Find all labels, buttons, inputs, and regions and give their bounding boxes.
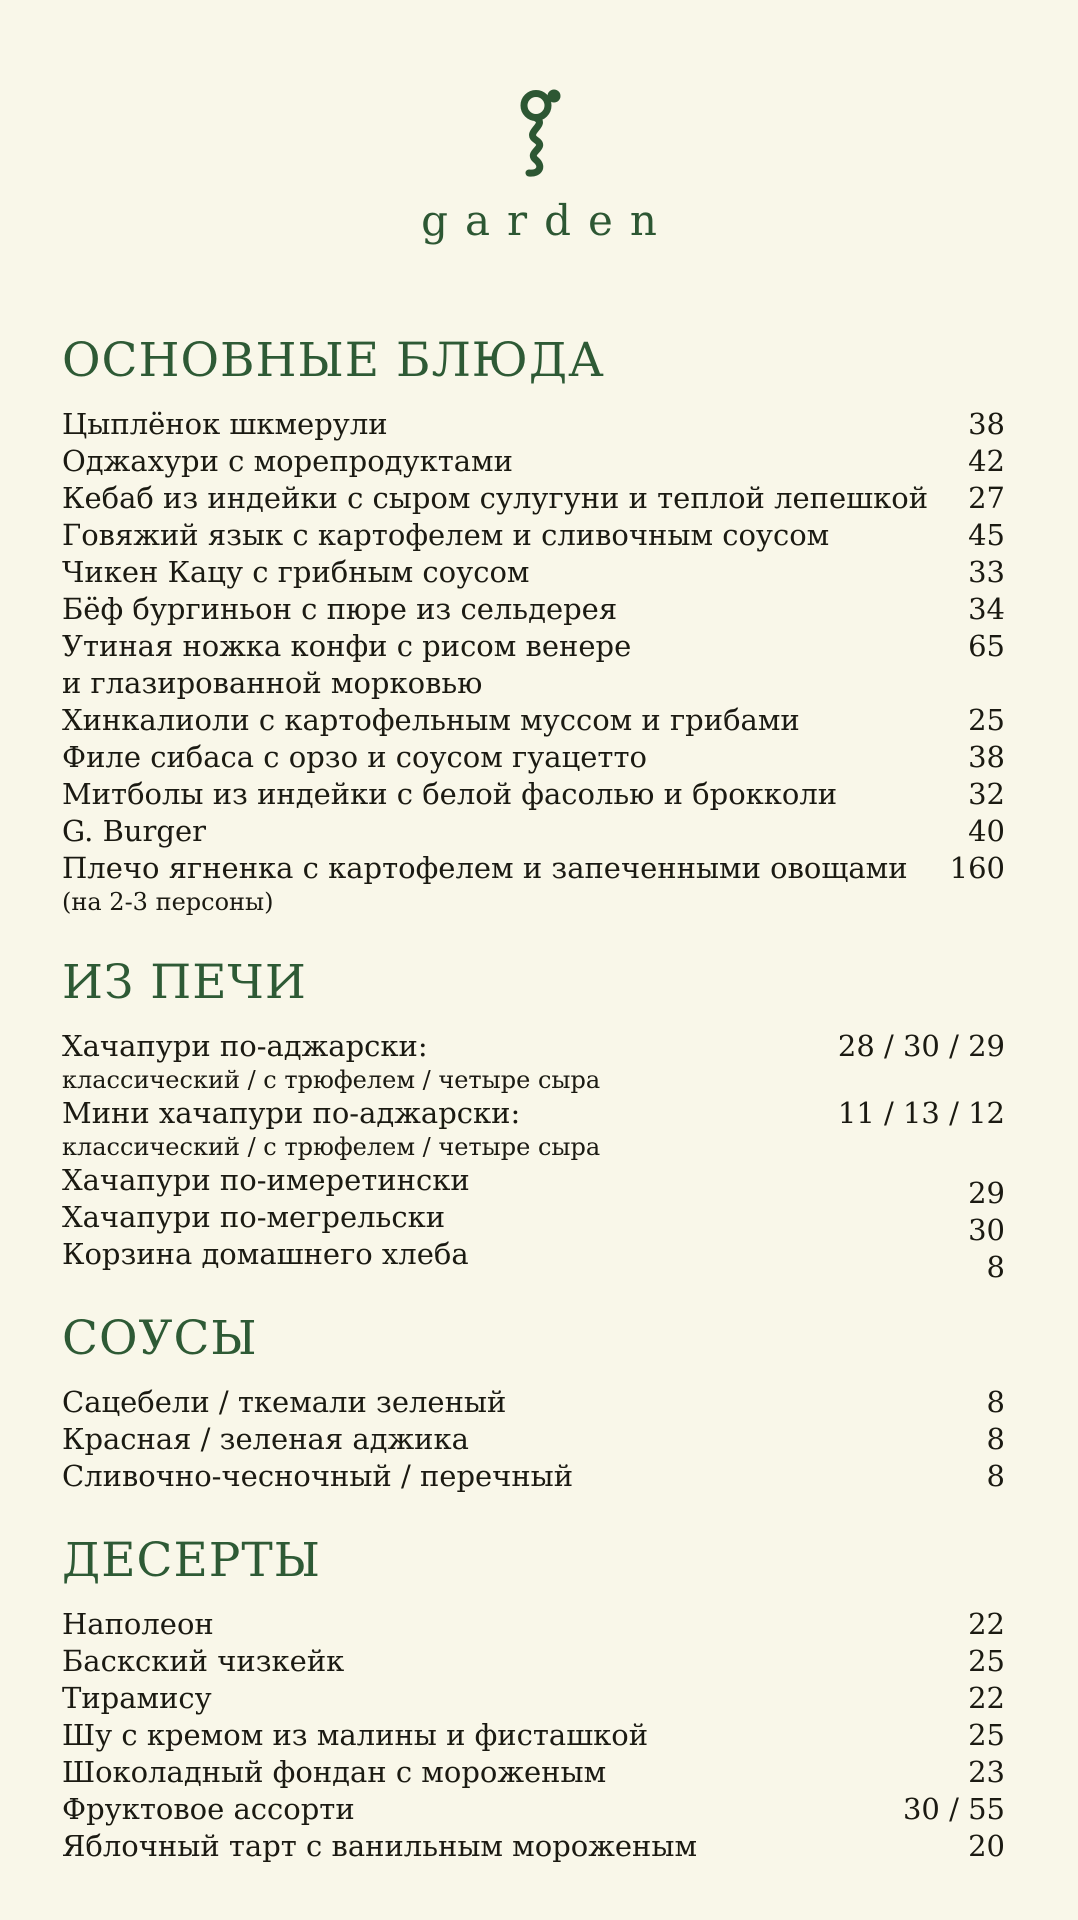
- section-title: ДЕСЕРТЫ: [62, 1533, 322, 1588]
- item-price: 8: [986, 1422, 1005, 1456]
- item-price: 30 / 55: [902, 1792, 1005, 1826]
- item-text: [62, 1162, 968, 1199]
- item-name: Сацебели / ткемали зеленый: [62, 1385, 507, 1419]
- item-price: 8: [986, 1385, 1005, 1419]
- item-text: [62, 1236, 987, 1273]
- item-price: 30: [968, 1213, 1005, 1247]
- item-text: [62, 1680, 968, 1717]
- menu-item-row: [62, 443, 1005, 480]
- item-name: Хачапури по-аджарски:: [62, 1029, 428, 1063]
- item-text: [62, 1606, 968, 1643]
- section-title: ИЗ ПЕЧИ: [62, 955, 307, 1010]
- item-name: Митболы из индейки с белой фасолью и брокколи: [62, 777, 838, 811]
- menu-item-row: [62, 554, 1005, 591]
- item-name: Хачапури по-мегрельски: [62, 1200, 446, 1234]
- item-price: 22: [968, 1607, 1005, 1641]
- restaurant-logo: [0, 0, 1078, 245]
- item-price: 160: [949, 851, 1005, 885]
- item-price: 65: [968, 629, 1005, 663]
- item-name: Шоколадный фондан с мороженым: [62, 1755, 607, 1789]
- menu-item-row: [62, 1791, 1005, 1828]
- menu-item-row: [62, 517, 1005, 554]
- item-price: 38: [968, 407, 1005, 441]
- item-price: 34: [968, 592, 1005, 626]
- item-text: [62, 776, 968, 813]
- section-main-dishes: [62, 333, 1005, 917]
- item-text: [62, 739, 968, 776]
- item-name: Сливочно-чесночный / перечный: [62, 1459, 574, 1493]
- menu-item-row: [62, 1199, 1005, 1247]
- item-name: Тирамису: [62, 1681, 212, 1715]
- item-name: Плечо ягненка с картофелем и запеченными овощами: [62, 851, 908, 885]
- item-name: Хачапури по-имеретински: [62, 1163, 470, 1197]
- menu-sections: [0, 333, 1078, 1865]
- item-name: Говяжий язык с картофелем и сливочным соусом: [62, 518, 830, 552]
- item-name: Корзина домашнего хлеба: [62, 1237, 469, 1271]
- item-text: [62, 517, 968, 554]
- item-text: [62, 1028, 838, 1095]
- item-name: Яблочный тарт с ванильным мороженым: [62, 1829, 698, 1863]
- item-text: [62, 406, 968, 443]
- item-price: 42: [968, 444, 1005, 478]
- item-price: 8: [986, 1459, 1005, 1493]
- item-name: Бёф бургиньон с пюре из сельдерея: [62, 592, 618, 626]
- item-name: Филе сибаса с орзо и соусом гуацетто: [62, 740, 647, 774]
- menu-item-row: [62, 1028, 1005, 1095]
- menu-item-row: [62, 1458, 1005, 1495]
- item-price: 29: [968, 1176, 1005, 1210]
- menu-item-row: [62, 406, 1005, 443]
- item-price: 20: [968, 1829, 1005, 1863]
- item-text: [62, 628, 968, 702]
- item-price: 33: [968, 555, 1005, 589]
- item-text: [62, 1384, 987, 1421]
- menu-item-row: [62, 628, 1005, 702]
- menu-item-row: [62, 1754, 1005, 1791]
- item-text: [62, 443, 968, 480]
- menu-item-row: [62, 591, 1005, 628]
- item-price: 11 / 13 / 12: [837, 1096, 1005, 1130]
- item-name: G. Burger: [62, 814, 207, 848]
- menu-item-row: [62, 1162, 1005, 1210]
- item-text: [62, 1643, 968, 1680]
- item-text: [62, 480, 968, 517]
- section-title: ОСНОВНЫЕ БЛЮДА: [62, 333, 605, 388]
- menu-item-row: [62, 1384, 1005, 1421]
- item-text: [62, 1717, 968, 1754]
- item-text: [62, 1095, 838, 1162]
- item-name: Утиная ножка конфи с рисом венере: [62, 629, 632, 663]
- item-text: [62, 1421, 987, 1458]
- item-name: Оджахури с морепродуктами: [62, 444, 513, 478]
- section-from-the-oven: [62, 955, 1005, 1284]
- item-price: 32: [968, 777, 1005, 811]
- item-name: Наполеон: [62, 1607, 214, 1641]
- item-text: [62, 1754, 968, 1791]
- item-price: 45: [968, 518, 1005, 552]
- item-text: [62, 554, 968, 591]
- item-text: [62, 1458, 987, 1495]
- item-note: классический / с трюфелем / четыре сыра: [62, 1133, 601, 1161]
- menu-item-row: [62, 1717, 1005, 1754]
- item-name: Красная / зеленая аджика: [62, 1422, 469, 1456]
- item-text: [62, 702, 968, 739]
- menu-item-row: [62, 1606, 1005, 1643]
- item-name: Мини хачапури по-аджарски:: [62, 1096, 521, 1130]
- item-name: Чикен Кацу с грибным соусом: [62, 555, 530, 589]
- item-price: 23: [968, 1755, 1005, 1789]
- item-note: классический / с трюфелем / четыре сыра: [62, 1066, 601, 1094]
- menu-item-row: [62, 1236, 1005, 1284]
- item-text: [62, 850, 950, 917]
- item-name: Баскский чизкейк: [62, 1644, 345, 1678]
- menu-item-row: [62, 813, 1005, 850]
- menu-item-row: [62, 1680, 1005, 1717]
- menu-item-row: [62, 776, 1005, 813]
- item-text: [62, 1199, 968, 1236]
- item-name-line2: и глазированной морковью: [62, 666, 483, 700]
- item-text: [62, 591, 968, 628]
- menu-item-row: [62, 1095, 1005, 1162]
- item-text: [62, 1828, 968, 1865]
- item-price: 25: [968, 1718, 1005, 1752]
- item-name: Хинкалиоли с картофельным муссом и грибами: [62, 703, 800, 737]
- menu-item-row: [62, 480, 1005, 517]
- menu-item-row: [62, 1643, 1005, 1680]
- item-name: Кебаб из индейки с сыром сулугуни и теплой лепешкой: [62, 481, 929, 515]
- section-sauces: [62, 1311, 1005, 1495]
- item-price: 22: [968, 1681, 1005, 1715]
- section-title: СОУСЫ: [62, 1311, 258, 1366]
- menu-item-row: [62, 850, 1005, 917]
- logo-g-icon: [0, 88, 1078, 180]
- menu-item-row: [62, 702, 1005, 739]
- item-price: 27: [968, 481, 1005, 515]
- item-price: 40: [968, 814, 1005, 848]
- item-price: 28 / 30 / 29: [837, 1029, 1005, 1063]
- item-name: Фруктовое ассорти: [62, 1792, 355, 1826]
- item-name: Цыплёнок шкмерули: [62, 407, 388, 441]
- menu-item-row: [62, 1828, 1005, 1865]
- logo-wordmark: garden: [421, 196, 674, 245]
- item-price: 8: [986, 1250, 1005, 1284]
- item-price: 38: [968, 740, 1005, 774]
- item-price: 25: [968, 703, 1005, 737]
- menu-item-row: [62, 1421, 1005, 1458]
- item-note: (на 2-3 персоны): [62, 888, 274, 916]
- item-price: 25: [968, 1644, 1005, 1678]
- item-text: [62, 1791, 903, 1828]
- item-name: Шу с кремом из малины и фисташкой: [62, 1718, 649, 1752]
- section-desserts: [62, 1533, 1005, 1865]
- menu-item-row: [62, 739, 1005, 776]
- item-text: [62, 813, 968, 850]
